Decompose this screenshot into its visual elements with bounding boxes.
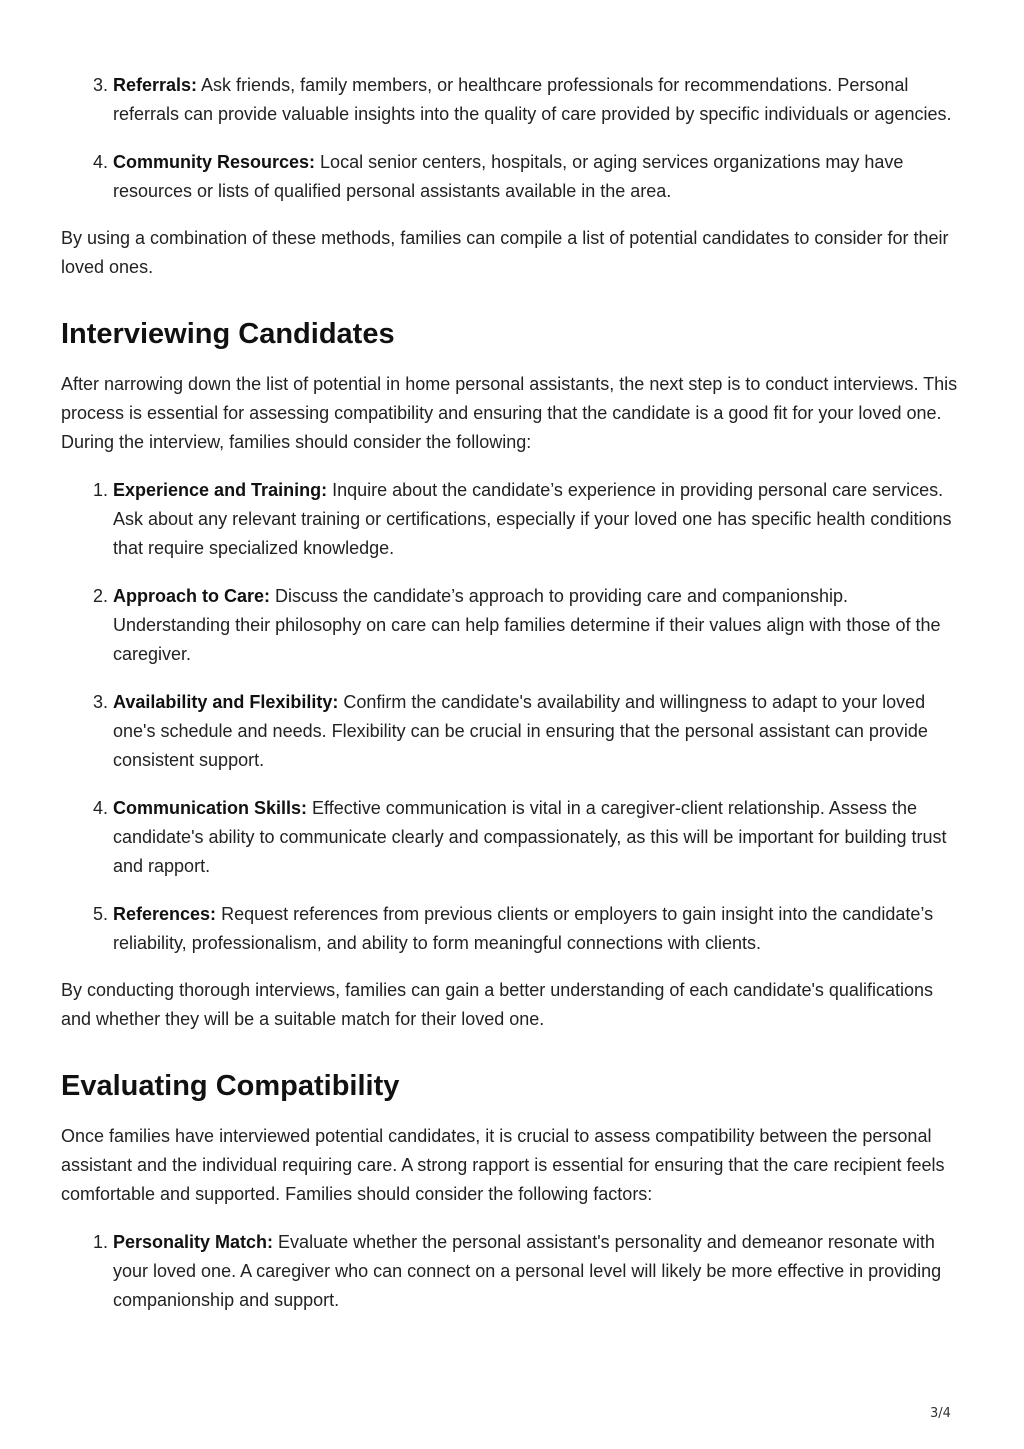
- list-item: [113, 71, 966, 129]
- item-text: Request references from previous clients or employers to gain insight into the candidate’s reliability, professionalism, and ability to form meaningful connections with clients.: [113, 904, 934, 953]
- list-item: [113, 900, 966, 958]
- list-item: [113, 476, 966, 563]
- item-label: Availability and Flexibility:: [113, 692, 339, 712]
- item-text: Ask friends, family members, or healthcare professionals for recommendations. Personal referrals can provide valuable insights into the quality of care provided by specific individuals or agencies.: [113, 75, 952, 124]
- item-text: Discuss the candidate’s approach to providing care and companionship. Understanding their philosophy on care can help families determine if their values align with those of the caregiver.: [113, 586, 941, 664]
- sources-list: [61, 71, 966, 206]
- item-label: Communication Skills:: [113, 798, 308, 818]
- item-text: Evaluate whether the personal assistant's personality and demeanor resonate with your loved one. A caregiver who can connect on a personal level will likely be more effective in providing companionship and support.: [113, 1232, 942, 1310]
- page-number: 3/4: [930, 1406, 951, 1421]
- compatibility-intro: Once families have interviewed potential candidates, it is crucial to assess compatibility between the personal assistant and the individual requiring care. A strong rapport is essential for ensuring that the care recipient feels comfortable and supported. Families should consider the following factors:: [61, 1126, 945, 1204]
- item-label: Experience and Training:: [113, 480, 328, 500]
- list-item: [113, 794, 966, 881]
- interviewing-outro: By conducting thorough interviews, families can gain a better understanding of each candidate's qualifications and whether they will be a suitable match for their loved one.: [61, 980, 933, 1029]
- list-item: [113, 582, 966, 669]
- summary-paragraph: By using a combination of these methods, families can compile a list of potential candidates to consider for their loved ones.: [61, 228, 949, 277]
- item-text: Confirm the candidate's availability and willingness to adapt to your loved one's schedule and needs. Flexibility can be crucial in ensuring that the personal assistant can provide consistent support.: [113, 692, 928, 770]
- item-text: Inquire about the candidate’s experience in providing personal care services. Ask about any relevant training or certifications, especially if your loved one has specific health conditions that require specialized knowledge.: [113, 480, 952, 558]
- compatibility-factors-list: [61, 1228, 966, 1315]
- document-page: [61, 71, 966, 1315]
- item-label: References:: [113, 904, 217, 924]
- interview-considerations-list: [61, 476, 966, 958]
- item-text: Local senior centers, hospitals, or aging services organizations may have resources or lists of qualified personal assistants available in the area.: [113, 152, 904, 201]
- item-label: Approach to Care:: [113, 586, 271, 606]
- list-item: [113, 1228, 966, 1315]
- item-text: Effective communication is vital in a caregiver-client relationship. Assess the candidate's ability to communicate clearly and compassionately, as this will be important for building trust and rapport.: [113, 798, 947, 876]
- section-heading-compatibility: Evaluating Compatibility: [61, 1070, 400, 1102]
- list-item: [113, 688, 966, 775]
- section-heading-interviewing: Interviewing Candidates: [61, 318, 395, 350]
- item-label: Personality Match:: [113, 1232, 274, 1252]
- item-label: Community Resources:: [113, 152, 316, 172]
- list-item: [113, 148, 966, 206]
- item-label: Referrals:: [113, 75, 198, 95]
- interviewing-intro: After narrowing down the list of potential in home personal assistants, the next step is to conduct interviews. This process is essential for assessing compatibility and ensuring that the candidate is a good fit for your loved one. During the interview, families should consider the following:: [61, 374, 958, 452]
